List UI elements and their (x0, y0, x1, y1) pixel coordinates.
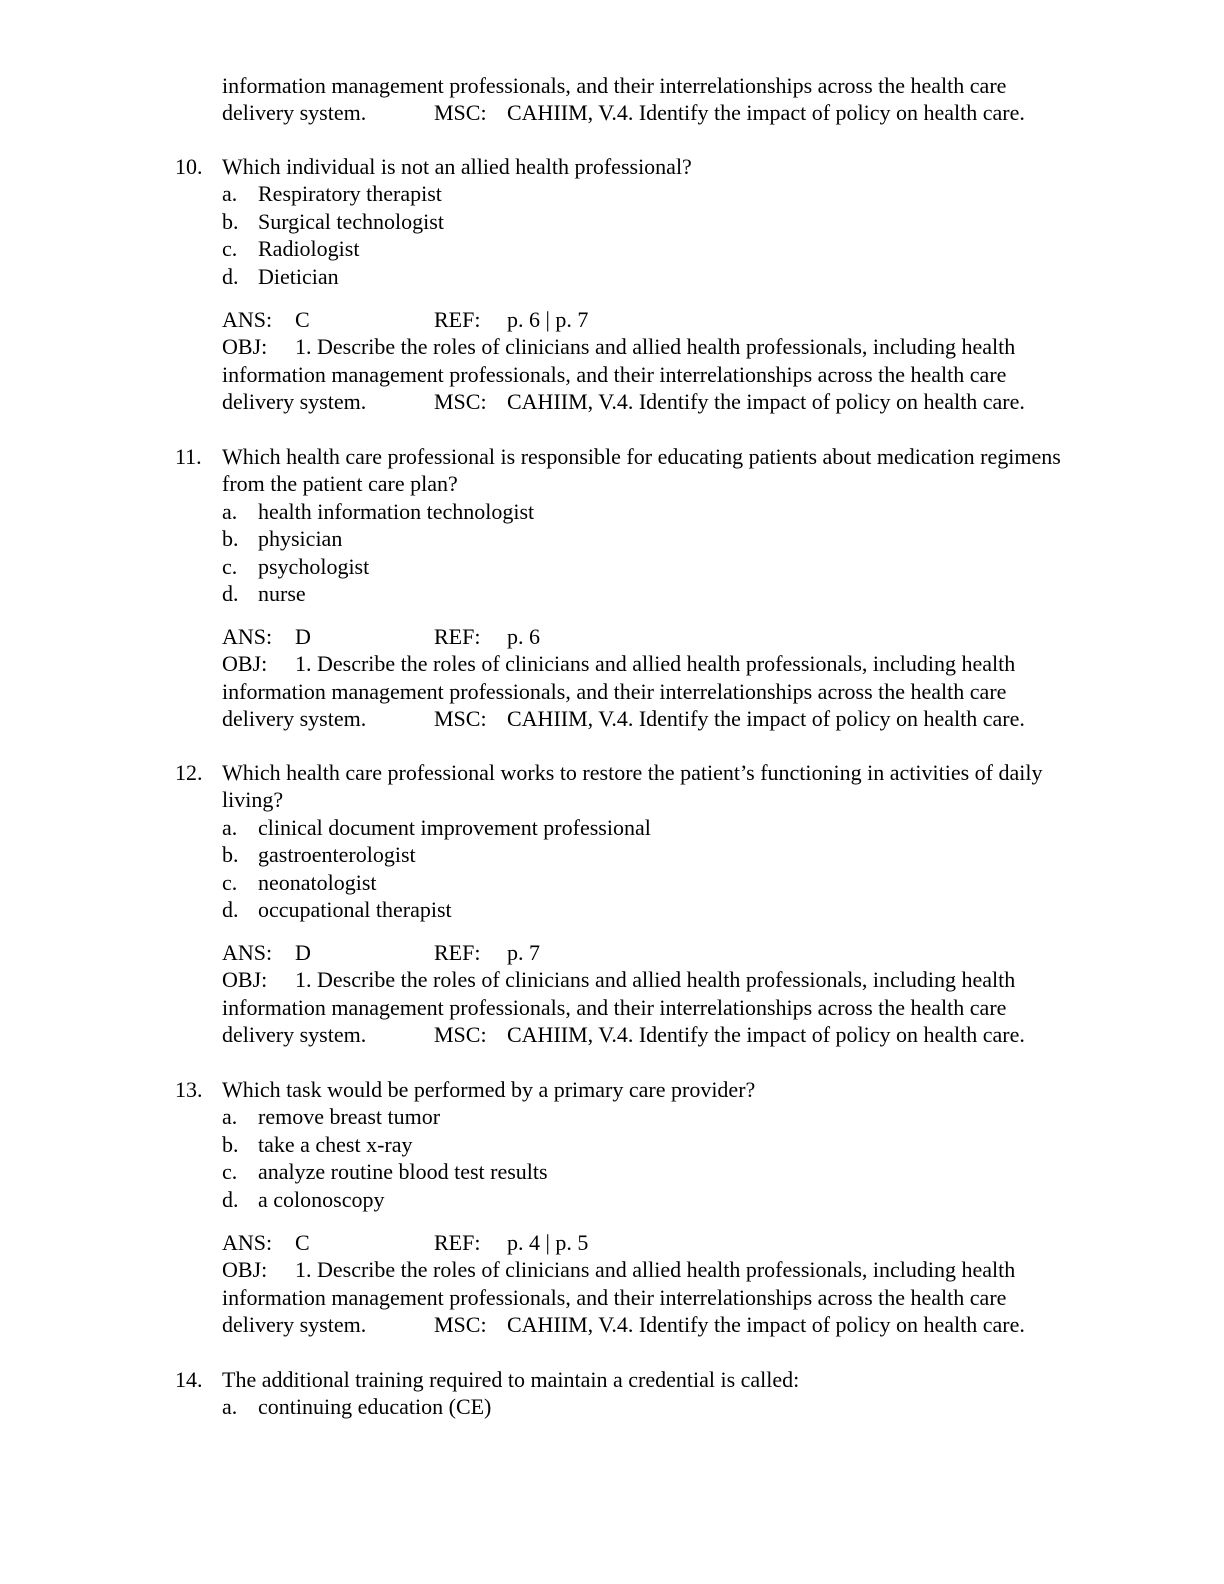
question-number: 10. (175, 154, 203, 179)
ref-label: REF: (434, 1230, 481, 1255)
option-letter: d. (222, 580, 239, 606)
ans-value: D (295, 624, 311, 649)
question-stem: The additional training required to maintain a credential is called: (222, 1367, 800, 1392)
option-b (222, 1131, 1085, 1158)
msc-label: MSC: (434, 706, 487, 732)
option-letter: c. (222, 553, 238, 579)
obj-label: OBJ: (222, 1257, 268, 1283)
obj-label: OBJ: (222, 334, 268, 360)
answer-metadata-12 (222, 939, 1082, 1049)
option-text: nurse (258, 580, 306, 606)
carryover-metadata (222, 72, 1082, 127)
obj-line (222, 1256, 1082, 1283)
obj-text: delivery system. (222, 389, 367, 415)
option-a (222, 1103, 1085, 1130)
msc-label: MSC: (434, 1022, 487, 1048)
ref-value: p. 6 (507, 624, 540, 649)
ans-label: ANS: (222, 307, 273, 332)
option-letter: b. (222, 526, 239, 552)
msc-line (222, 99, 1082, 126)
ref-label: REF: (434, 940, 481, 965)
option-letter: a. (222, 1394, 238, 1420)
msc-line (222, 388, 1082, 415)
option-b (222, 841, 1085, 868)
msc-label: MSC: (434, 389, 487, 415)
msc-line (222, 1311, 1082, 1338)
option-d (222, 896, 1085, 923)
ans-label: ANS: (222, 940, 273, 965)
msc-line (222, 705, 1082, 732)
option-letter: c. (222, 1159, 238, 1185)
question-number: 11. (175, 444, 202, 469)
option-text: Dietician (258, 263, 339, 289)
msc-value: CAHIIM, V.4. Identify the impact of policy on health care. (507, 100, 1025, 126)
option-letter: a. (222, 814, 238, 840)
ref-value: p. 7 (507, 940, 540, 965)
answer-metadata-11 (222, 623, 1082, 733)
obj-text: information management professionals, and their interrelationships across the health care (222, 1284, 1007, 1310)
ref-value: p. 6 | p. 7 (507, 307, 589, 332)
question-stem: Which task would be performed by a primary care provider? (222, 1077, 756, 1102)
ans-ref-line (222, 1229, 1082, 1256)
option-c (222, 235, 1085, 262)
obj-text: information management professionals, and their interrelationships across the health care (222, 678, 1007, 704)
option-letter: a. (222, 498, 238, 524)
obj-text: 1. Describe the roles of clinicians and allied health professionals, including health (295, 1257, 1016, 1283)
obj-text: delivery system. (222, 1312, 367, 1338)
ans-value: D (295, 940, 311, 965)
option-text: health information technologist (258, 498, 535, 524)
option-text: clinical document improvement professional (258, 814, 651, 840)
obj-text: delivery system. (222, 1022, 367, 1048)
option-letter: a. (222, 181, 238, 207)
option-a (222, 814, 1085, 841)
ref-label: REF: (434, 307, 481, 332)
obj-text: information management professionals, and their interrelationships across the health care (222, 994, 1007, 1020)
question-13 (175, 1076, 1085, 1213)
ans-label: ANS: (222, 1230, 273, 1255)
question-number: 14. (175, 1367, 203, 1392)
option-d (222, 263, 1085, 290)
ans-value: C (295, 1230, 310, 1255)
ref-label: REF: (434, 624, 481, 649)
msc-value: CAHIIM, V.4. Identify the impact of policy on health care. (507, 1312, 1025, 1338)
option-c (222, 553, 1085, 580)
msc-line (222, 1021, 1082, 1048)
option-text: psychologist (258, 553, 370, 579)
obj-line (222, 650, 1082, 677)
obj-line (222, 72, 1082, 99)
answer-metadata-13 (222, 1229, 1082, 1339)
option-text: occupational therapist (258, 896, 452, 922)
option-letter: b. (222, 208, 239, 234)
obj-line (222, 361, 1082, 388)
question-stem: Which health care professional is responsible for educating patients about medication regimens from the patient care plan? (222, 444, 1061, 497)
msc-value: CAHIIM, V.4. Identify the impact of policy on health care. (507, 1022, 1025, 1048)
option-text: a colonoscopy (258, 1186, 385, 1212)
option-text: take a chest x-ray (258, 1131, 413, 1157)
question-11 (175, 443, 1085, 607)
option-c (222, 869, 1085, 896)
option-letter: d. (222, 1186, 239, 1212)
option-text: physician (258, 526, 343, 552)
obj-line (222, 1284, 1082, 1311)
obj-line (222, 966, 1082, 993)
ref-value: p. 4 | p. 5 (507, 1230, 589, 1255)
question-stem: Which individual is not an allied health professional? (222, 154, 692, 179)
ans-ref-line (222, 623, 1082, 650)
ans-ref-line (222, 306, 1082, 333)
option-a (222, 180, 1085, 207)
question-14 (175, 1366, 1085, 1421)
question-number: 13. (175, 1077, 203, 1102)
option-text: continuing education (CE) (258, 1394, 492, 1420)
obj-text: information management professionals, and their interrelationships across the health care (222, 361, 1007, 387)
option-b (222, 208, 1085, 235)
option-letter: b. (222, 842, 239, 868)
option-letter: d. (222, 896, 239, 922)
obj-text: information management professionals, and their interrelationships across the health care (222, 73, 1007, 98)
obj-line (222, 678, 1082, 705)
option-text: neonatologist (258, 869, 377, 895)
option-text: Respiratory therapist (258, 181, 442, 207)
obj-line (222, 994, 1082, 1021)
option-text: Surgical technologist (258, 208, 444, 234)
option-b (222, 525, 1085, 552)
obj-line (222, 333, 1082, 360)
question-number: 12. (175, 760, 203, 785)
obj-text: delivery system. (222, 706, 367, 732)
option-letter: d. (222, 263, 239, 289)
option-c (222, 1158, 1085, 1185)
msc-value: CAHIIM, V.4. Identify the impact of policy on health care. (507, 706, 1025, 732)
option-letter: c. (222, 236, 238, 262)
obj-label: OBJ: (222, 967, 268, 993)
question-10 (175, 153, 1085, 290)
ans-label: ANS: (222, 624, 273, 649)
question-12 (175, 759, 1085, 923)
option-letter: a. (222, 1104, 238, 1130)
question-stem: Which health care professional works to restore the patient’s functioning in activities of daily living? (222, 760, 1043, 813)
option-text: Radiologist (258, 236, 360, 262)
msc-value: CAHIIM, V.4. Identify the impact of policy on health care. (507, 389, 1025, 415)
obj-text: 1. Describe the roles of clinicians and allied health professionals, including health (295, 967, 1016, 993)
obj-text: 1. Describe the roles of clinicians and allied health professionals, including health (295, 334, 1016, 360)
option-letter: c. (222, 869, 238, 895)
option-d (222, 580, 1085, 607)
msc-label: MSC: (434, 100, 487, 126)
msc-label: MSC: (434, 1312, 487, 1338)
option-text: analyze routine blood test results (258, 1159, 548, 1185)
obj-label: OBJ: (222, 651, 268, 677)
option-text: gastroenterologist (258, 842, 416, 868)
obj-text: 1. Describe the roles of clinicians and allied health professionals, including health (295, 651, 1016, 677)
option-a (222, 498, 1085, 525)
ans-value: C (295, 307, 310, 332)
option-a (222, 1393, 1085, 1420)
option-d (222, 1186, 1085, 1213)
obj-text: delivery system. (222, 100, 367, 126)
ans-ref-line (222, 939, 1082, 966)
answer-metadata-10 (222, 306, 1082, 416)
option-letter: b. (222, 1131, 239, 1157)
option-text: remove breast tumor (258, 1104, 441, 1130)
